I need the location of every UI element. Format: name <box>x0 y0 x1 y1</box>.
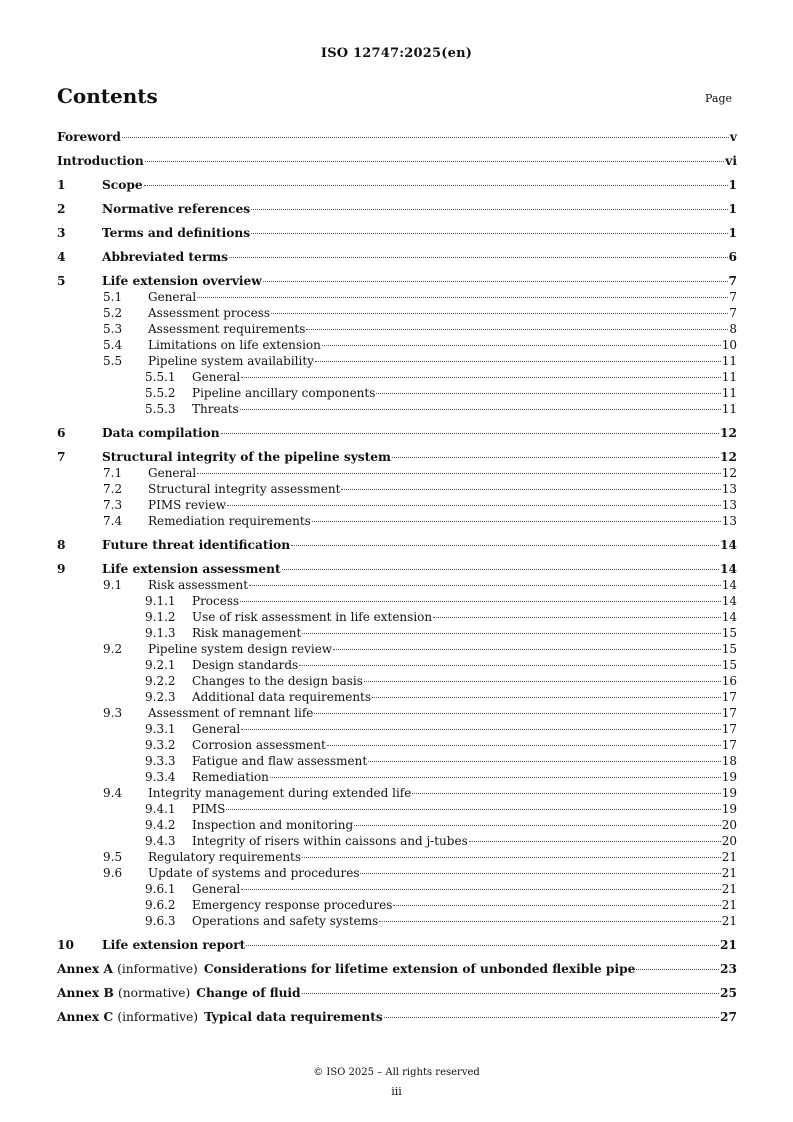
toc-page: 15 <box>721 642 737 656</box>
toc-number: 5.5.3 <box>145 402 176 416</box>
toc-number: 9.4.2 <box>145 818 176 832</box>
toc-page: 14 <box>721 578 737 592</box>
toc-number: 9.4.3 <box>145 834 176 848</box>
toc-page: 14 <box>721 594 737 608</box>
toc-number: 9.1.3 <box>145 626 176 640</box>
toc-title: Changes to the design basis <box>192 674 363 688</box>
toc-page: 21 <box>721 850 737 864</box>
toc-title: Remediation <box>192 770 269 784</box>
toc-number: 5.1 <box>103 290 123 304</box>
toc-page: 13 <box>721 498 737 512</box>
toc-page: 1 <box>728 202 737 216</box>
toc-title: Limitations on life extension <box>148 338 321 352</box>
toc-title: Pipeline system design review <box>148 642 333 656</box>
contents-title: Contents <box>57 84 158 108</box>
dot-leader <box>315 361 721 362</box>
toc-number: 9.3.1 <box>145 722 176 736</box>
toc-page: 20 <box>721 818 737 832</box>
annex-type: (informative) <box>117 962 198 976</box>
toc-number: 9.4 <box>103 786 123 800</box>
toc-entry-5[interactable] <box>57 274 737 290</box>
toc-entry-9-6-1[interactable] <box>57 882 737 898</box>
toc-number: 9.3.4 <box>145 770 176 784</box>
toc-title: PIMS <box>192 802 226 816</box>
dot-leader <box>226 809 720 810</box>
toc-page: 21 <box>721 914 737 928</box>
toc-page: 23 <box>720 962 737 976</box>
toc-title: Abbreviated terms <box>102 250 228 264</box>
dot-leader <box>197 473 720 474</box>
toc-page: 10 <box>721 338 737 352</box>
toc-title: Structural integrity of the pipeline system <box>102 450 391 464</box>
toc-title: Life extension report <box>102 938 246 952</box>
dot-leader <box>314 713 720 714</box>
toc-number: 5.3 <box>103 322 123 336</box>
toc-page: 7 <box>729 290 737 304</box>
toc-title: PIMS review <box>148 498 226 512</box>
toc-entry-5-5[interactable] <box>57 354 737 370</box>
toc-number: 9.3.3 <box>145 754 176 768</box>
toc-title: Update of systems and procedures <box>148 866 360 880</box>
toc-title: Future threat identification <box>102 538 291 552</box>
dot-leader <box>327 745 721 746</box>
toc-entry-9-3-4[interactable] <box>57 770 737 786</box>
toc-page: 19 <box>721 770 737 784</box>
toc-page: 17 <box>721 706 737 720</box>
toc-page: 21 <box>721 866 737 880</box>
toc-page: 11 <box>721 402 737 416</box>
dot-leader <box>240 601 721 602</box>
dot-leader <box>271 313 728 314</box>
annex-label: Annex B <box>57 986 114 1000</box>
toc-page: 6 <box>728 250 737 264</box>
toc-number: 9 <box>57 562 66 576</box>
annex-type: (normative) <box>118 986 191 1000</box>
toc-title: Design standards <box>192 658 299 672</box>
dot-leader <box>249 585 721 586</box>
dot-leader <box>299 665 721 666</box>
toc-number: 9.2.2 <box>145 674 176 688</box>
dot-leader <box>433 617 721 618</box>
dot-leader <box>241 729 720 730</box>
footer-page-number: iii <box>391 1085 402 1098</box>
annex-label: Annex C <box>57 1010 114 1024</box>
toc-page: 18 <box>721 754 737 768</box>
toc-page: 14 <box>720 538 737 552</box>
dot-leader <box>393 905 720 906</box>
toc-title: Scope <box>102 178 143 192</box>
toc-title: Data compilation <box>102 426 220 440</box>
dot-leader <box>384 1017 719 1018</box>
toc-number: 9.1 <box>103 578 123 592</box>
toc-page: 27 <box>720 1010 737 1024</box>
toc-number: 9.1.2 <box>145 610 176 624</box>
dot-leader <box>251 233 727 234</box>
toc-number: 9.6.2 <box>145 898 176 912</box>
dot-leader <box>354 825 721 826</box>
toc-title: Pipeline ancillary components <box>192 386 376 400</box>
toc-page: 11 <box>721 370 737 384</box>
toc-title: Regulatory requirements <box>148 850 302 864</box>
toc-title: Inspection and monitoring <box>192 818 354 832</box>
dot-leader <box>302 857 721 858</box>
toc-page: 11 <box>721 386 737 400</box>
toc-entry-4[interactable] <box>57 250 737 266</box>
toc-page: 12 <box>721 466 737 480</box>
toc-page: 17 <box>721 690 737 704</box>
toc-entry-5-1[interactable] <box>57 290 737 306</box>
toc-entry-9-6-3[interactable] <box>57 914 737 930</box>
toc-entry-9-3-3[interactable] <box>57 754 737 770</box>
toc-number: 8 <box>57 538 66 552</box>
toc-title: Threats <box>192 402 239 416</box>
toc-number: 9.4.1 <box>145 802 176 816</box>
dot-leader <box>246 945 719 946</box>
toc-entry-7-2[interactable] <box>57 482 737 498</box>
toc-title: General <box>192 722 241 736</box>
toc-entry-9-3[interactable] <box>57 706 737 722</box>
toc-number: 5 <box>57 274 66 288</box>
dot-leader <box>376 393 720 394</box>
toc-entry-introduction[interactable] <box>57 154 737 170</box>
dot-leader <box>229 257 728 258</box>
toc-number: 1 <box>57 178 66 192</box>
toc-page: 1 <box>728 178 737 192</box>
toc-number: 9.6.1 <box>145 882 176 896</box>
toc-title: Additional data requirements <box>192 690 372 704</box>
toc-title: Normative references <box>102 202 251 216</box>
dot-leader <box>312 521 721 522</box>
toc-entry-9-1-2[interactable] <box>57 610 737 626</box>
toc-title: Emergency response procedures <box>192 898 393 912</box>
dot-leader <box>636 969 719 970</box>
toc-number: 5.5 <box>103 354 123 368</box>
toc-entry-9-3-2[interactable] <box>57 738 737 754</box>
toc-entry-5-3[interactable] <box>57 322 737 338</box>
toc-entry-9-2[interactable] <box>57 642 737 658</box>
toc-entry-9-4[interactable] <box>57 786 737 802</box>
toc-entry-2[interactable] <box>57 202 737 218</box>
toc-entry-9-4-2[interactable] <box>57 818 737 834</box>
dot-leader <box>251 209 727 210</box>
dot-leader <box>241 889 720 890</box>
annex-type: (informative) <box>117 1010 199 1024</box>
dot-leader <box>263 281 728 282</box>
toc-entry-7-3[interactable] <box>57 498 737 514</box>
toc-page: vi <box>725 154 737 168</box>
toc-number: 9.3.2 <box>145 738 176 752</box>
dot-leader <box>306 329 728 330</box>
toc-entry-9-6[interactable] <box>57 866 737 882</box>
toc-entry-9-2-1[interactable] <box>57 658 737 674</box>
footer-copyright: © ISO 2025 – All rights reserved <box>313 1067 480 1078</box>
dot-leader <box>291 545 719 546</box>
dot-leader <box>322 345 721 346</box>
toc-entry-5-5-1[interactable] <box>57 370 737 386</box>
toc-entry-annex-a[interactable] <box>57 962 737 978</box>
toc-entry-9-2-2[interactable] <box>57 674 737 690</box>
toc-entry-7-4[interactable] <box>57 514 737 530</box>
toc-entry-9-1-3[interactable] <box>57 626 737 642</box>
table-of-contents <box>57 130 737 1026</box>
toc-number: 5.4 <box>103 338 123 352</box>
toc-title: Corrosion assessment <box>192 738 326 752</box>
dot-leader <box>227 505 721 506</box>
toc-page: 7 <box>729 306 737 320</box>
dot-leader <box>122 137 729 138</box>
toc-page: 11 <box>721 354 737 368</box>
toc-title: General <box>192 370 241 384</box>
toc-title: Risk assessment <box>148 578 249 592</box>
toc-entry-8[interactable] <box>57 538 737 554</box>
toc-page: 19 <box>721 802 737 816</box>
toc-number: 9.1.1 <box>145 594 176 608</box>
toc-number: 9.2.1 <box>145 658 176 672</box>
toc-number: 6 <box>57 426 66 440</box>
toc-title: Use of risk assessment in life extension <box>192 610 433 624</box>
toc-number: 5.5.2 <box>145 386 176 400</box>
toc-page: 21 <box>721 882 737 896</box>
toc-page: 17 <box>721 722 737 736</box>
toc-title: General <box>148 466 197 480</box>
toc-entry-9-4-3[interactable] <box>57 834 737 850</box>
toc-page: 12 <box>720 426 737 440</box>
dot-leader <box>372 697 721 698</box>
toc-number: 9.5 <box>103 850 123 864</box>
toc-page: 8 <box>729 322 737 336</box>
page-column-label: Page <box>705 92 733 105</box>
toc-entry-9-1-1[interactable] <box>57 594 737 610</box>
toc-entry-1[interactable] <box>57 178 737 194</box>
toc-number: 9.3 <box>103 706 123 720</box>
toc-title: Change of fluid <box>196 986 301 1000</box>
toc-page: 21 <box>720 938 737 952</box>
toc-number: 7.2 <box>103 482 123 496</box>
toc-page: 14 <box>720 562 737 576</box>
toc-page: 1 <box>728 226 737 240</box>
dot-leader <box>379 921 720 922</box>
toc-page: 16 <box>721 674 737 688</box>
toc-title: Life extension overview <box>102 274 262 288</box>
toc-title: Pipeline system availability <box>148 354 314 368</box>
toc-number: 9.2.3 <box>145 690 176 704</box>
toc-title: Remediation requirements <box>148 514 311 528</box>
toc-entry-annex-b[interactable] <box>57 986 737 1002</box>
toc-number: 9.2 <box>103 642 123 656</box>
toc-entry-7-1[interactable] <box>57 466 737 482</box>
dot-leader <box>302 993 719 994</box>
toc-title: Life extension assessment <box>102 562 281 576</box>
toc-title: General <box>148 290 197 304</box>
toc-title: Foreword <box>57 130 121 144</box>
toc-title: Integrity of risers within caissons and j-tubes <box>192 834 468 848</box>
toc-entry-foreword[interactable] <box>57 130 737 146</box>
toc-page: 17 <box>721 738 737 752</box>
toc-number: 5.5.1 <box>145 370 176 384</box>
toc-entry-9-5[interactable] <box>57 850 737 866</box>
dot-leader <box>145 161 724 162</box>
toc-page: 13 <box>721 482 737 496</box>
toc-title: Process <box>192 594 240 608</box>
toc-entry-9-3-1[interactable] <box>57 722 737 738</box>
toc-entry-9[interactable] <box>57 562 737 578</box>
toc-title: Operations and safety systems <box>192 914 379 928</box>
toc-entry-9-1[interactable] <box>57 578 737 594</box>
toc-title: General <box>192 882 241 896</box>
toc-title: Terms and definitions <box>102 226 251 240</box>
toc-page: 13 <box>721 514 737 528</box>
toc-number: 3 <box>57 226 66 240</box>
dot-leader <box>333 649 721 650</box>
dot-leader <box>341 489 720 490</box>
toc-number: 7.3 <box>103 498 123 512</box>
toc-entry-7[interactable] <box>57 450 737 466</box>
dot-leader <box>302 633 720 634</box>
toc-title: Assessment requirements <box>148 322 306 336</box>
toc-entry-10[interactable] <box>57 938 737 954</box>
toc-entry-5-5-3[interactable] <box>57 402 737 418</box>
dot-leader <box>241 377 720 378</box>
toc-entry-3[interactable] <box>57 226 737 242</box>
toc-title: Assessment of remnant life <box>148 706 314 720</box>
toc-title: Introduction <box>57 154 144 168</box>
toc-entry-5-5-2[interactable] <box>57 386 737 402</box>
toc-entry-9-6-2[interactable] <box>57 898 737 914</box>
dot-leader <box>412 793 720 794</box>
toc-title: Considerations for lifetime extension of unbonded flexible pipe <box>203 962 636 976</box>
dot-leader <box>282 569 719 570</box>
toc-number: 9.6.3 <box>145 914 176 928</box>
toc-page: 19 <box>721 786 737 800</box>
toc-entry-9-2-3[interactable] <box>57 690 737 706</box>
toc-page: 25 <box>720 986 737 1000</box>
toc-page: 12 <box>720 450 737 464</box>
toc-page: v <box>729 130 737 144</box>
toc-number: 7.4 <box>103 514 123 528</box>
toc-entry-6[interactable] <box>57 426 737 442</box>
dot-leader <box>197 297 728 298</box>
toc-number: 4 <box>57 250 66 264</box>
toc-entry-annex-c[interactable] <box>57 1010 737 1026</box>
toc-page: 20 <box>721 834 737 848</box>
annex-label: Annex A <box>57 962 113 976</box>
toc-page: 21 <box>721 898 737 912</box>
toc-page: 15 <box>721 658 737 672</box>
toc-title: Assessment process <box>148 306 271 320</box>
toc-entry-5-2[interactable] <box>57 306 737 322</box>
dot-leader <box>240 409 721 410</box>
toc-page: 15 <box>721 626 737 640</box>
toc-number: 7.1 <box>103 466 123 480</box>
toc-number: 5.2 <box>103 306 123 320</box>
toc-title: Integrity management during extended life <box>148 786 412 800</box>
dot-leader <box>364 681 721 682</box>
dot-leader <box>392 457 719 458</box>
toc-number: 10 <box>57 938 74 952</box>
dot-leader <box>469 841 721 842</box>
document-header: ISO 12747:2025(en) <box>320 46 473 61</box>
toc-number: 9.6 <box>103 866 123 880</box>
dot-leader <box>270 777 721 778</box>
dot-leader <box>360 873 720 874</box>
toc-page: 7 <box>728 274 737 288</box>
dot-leader <box>221 433 719 434</box>
toc-title: Structural integrity assessment <box>148 482 341 496</box>
dot-leader <box>144 185 728 186</box>
toc-entry-5-4[interactable] <box>57 338 737 354</box>
toc-title: Fatigue and flaw assessment <box>192 754 368 768</box>
toc-title: Risk management <box>192 626 302 640</box>
toc-number: 2 <box>57 202 66 216</box>
toc-entry-9-4-1[interactable] <box>57 802 737 818</box>
dot-leader <box>368 761 721 762</box>
toc-title: Typical data requirements <box>204 1010 383 1024</box>
toc-number: 7 <box>57 450 66 464</box>
toc-page: 14 <box>721 610 737 624</box>
